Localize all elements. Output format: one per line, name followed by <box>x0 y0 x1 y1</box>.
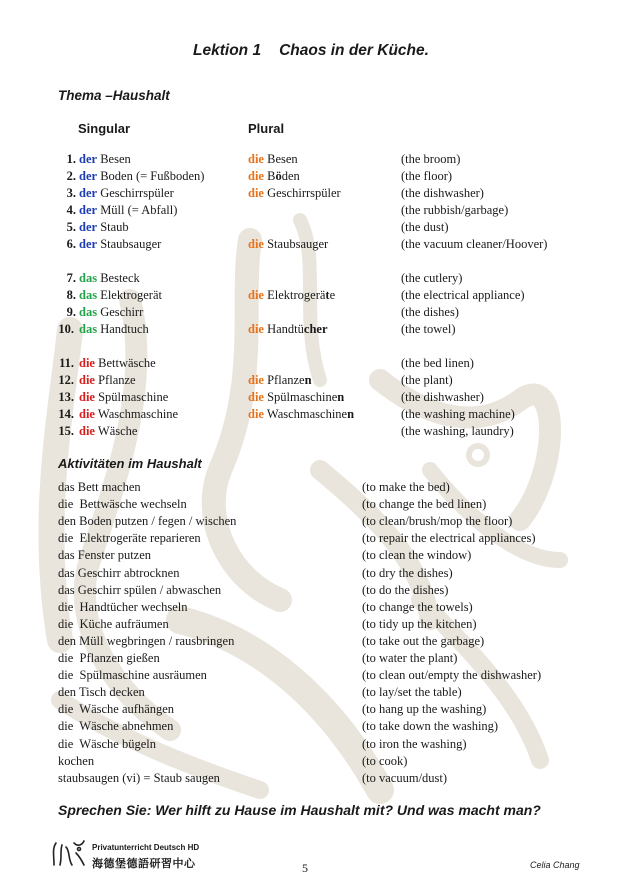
singular-word: Wäsche <box>97 424 138 438</box>
noun-row <box>0 406 622 423</box>
school-logo-icon <box>48 835 88 871</box>
plural-word: Besen <box>267 152 298 166</box>
plural-form <box>248 372 312 389</box>
activity-english: (to iron the washing) <box>362 736 467 751</box>
noun-number: 9. <box>66 305 76 319</box>
activity-row <box>0 701 622 718</box>
activity-english: (to clean/brush/mop the floor) <box>362 514 513 529</box>
english-translation: (the vacuum cleaner/Hoover) <box>401 237 548 251</box>
plural-article: die <box>248 237 264 251</box>
english-translation: (the cutlery) <box>401 271 463 285</box>
noun-number: 2. <box>66 169 76 183</box>
plural-article: die <box>248 288 264 302</box>
activity-german: die Bettwäsche wechseln <box>58 497 187 512</box>
lesson-topic: Chaos in der Küche. <box>279 42 429 59</box>
noun-row <box>0 270 622 287</box>
activity-english: (to tidy up the kitchen) <box>362 616 477 631</box>
activity-english: (to take out the garbage) <box>362 633 485 648</box>
activity-german: die Spülmaschine ausräumen <box>58 668 207 683</box>
plural-article: die <box>248 407 264 421</box>
activity-german: den Boden putzen / fegen / wischen <box>58 514 237 529</box>
singular-form <box>79 406 178 423</box>
plural-column-header: Plural <box>248 121 285 136</box>
activity-english: (to vacuum/dust) <box>362 770 448 785</box>
plural-article: die <box>248 152 264 166</box>
activity-german: das Geschirr spülen / abwaschen <box>58 582 222 597</box>
singular-word: Bettwäsche <box>98 356 156 370</box>
singular-form <box>79 219 129 236</box>
singular-form <box>79 304 143 321</box>
noun-row <box>0 389 622 406</box>
singular-article: der <box>79 186 98 200</box>
singular-article: der <box>79 203 98 217</box>
plural-word: Elektrogeräte <box>267 288 336 302</box>
plural-article: die <box>248 186 264 200</box>
english-translation: (the dishwasher) <box>401 390 484 404</box>
activity-row <box>0 530 622 547</box>
noun-number: 15. <box>58 424 74 438</box>
noun-row <box>0 168 622 185</box>
singular-word: Staub <box>100 220 129 234</box>
plural-form <box>248 287 335 304</box>
activity-english: (to clean the window) <box>362 548 472 563</box>
activity-row <box>0 753 622 770</box>
noun-row <box>0 287 622 304</box>
noun-row <box>0 355 622 372</box>
singular-form <box>79 202 177 219</box>
english-translation: (the rubbish/garbage) <box>401 203 509 217</box>
plural-word: Geschirrspüler <box>267 186 341 200</box>
english-translation: (the towel) <box>401 322 456 336</box>
singular-word: Handtuch <box>100 322 149 336</box>
singular-article: das <box>79 305 98 319</box>
activity-english: (to clean out/empty the dishwasher) <box>362 668 542 683</box>
noun-number: 7. <box>66 271 76 285</box>
noun-row <box>0 304 622 321</box>
singular-word: Besen <box>100 152 131 166</box>
activity-german: staubsaugen (vi) = Staub saugen <box>58 770 220 785</box>
singular-form <box>79 185 174 202</box>
singular-article: der <box>79 237 98 251</box>
plural-word: Handtücher <box>267 322 328 336</box>
noun-row <box>0 423 622 440</box>
activity-english: (to make the bed) <box>362 480 450 494</box>
activity-english: (to change the towels) <box>362 599 473 614</box>
activity-english: (to do the dishes) <box>362 582 449 597</box>
theme-heading: Thema –Haushalt <box>58 88 170 103</box>
noun-number: 12. <box>58 373 74 387</box>
activity-german: die Wäsche bügeln <box>58 736 156 751</box>
noun-number: 11. <box>59 356 74 370</box>
singular-article: die <box>79 407 95 421</box>
plural-word: Böden <box>267 169 300 183</box>
activity-german: das Fenster putzen <box>58 548 152 563</box>
singular-word: Elektrogerät <box>100 288 162 302</box>
activity-english: (to hang up the washing) <box>362 702 487 717</box>
singular-word: Besteck <box>100 271 140 285</box>
noun-row <box>0 185 622 202</box>
plural-article: die <box>248 169 264 183</box>
singular-word: Geschirr <box>100 305 144 319</box>
activity-row <box>0 684 622 701</box>
singular-article: die <box>79 356 95 370</box>
singular-article: der <box>79 152 98 166</box>
speaking-question: Sprechen Sie: Wer hilft zu Hause im Haushalt mit? Und was macht man? <box>58 802 541 818</box>
singular-form <box>79 355 156 372</box>
activity-german: den Müll wegbringen / rausbringen <box>58 633 235 648</box>
noun-row <box>0 372 622 389</box>
singular-form <box>79 423 137 440</box>
singular-article: der <box>79 169 98 183</box>
plural-form <box>248 236 328 253</box>
plural-form <box>248 406 354 423</box>
plural-form <box>248 151 298 168</box>
activity-row <box>0 547 622 564</box>
plural-word: Pflanzen <box>267 373 312 387</box>
english-translation: (the washing, laundry) <box>401 424 514 438</box>
page-number: 5 <box>302 861 308 875</box>
singular-form <box>79 168 204 185</box>
noun-number: 13. <box>58 390 74 404</box>
activity-row <box>0 565 622 582</box>
plural-form <box>248 185 341 202</box>
activity-english: (to take down the washing) <box>362 719 499 734</box>
singular-form <box>79 270 140 287</box>
singular-word: Spülmaschine <box>98 390 169 404</box>
page-title <box>0 42 622 60</box>
plural-article: die <box>248 390 264 404</box>
english-translation: (the electrical appliance) <box>401 288 525 302</box>
noun-number: 1. <box>66 152 76 166</box>
singular-article: die <box>79 373 95 387</box>
singular-word: Geschirrspüler <box>100 186 174 200</box>
plural-form <box>248 389 344 406</box>
plural-word: Staubsauger <box>267 237 329 251</box>
plural-form <box>248 168 300 185</box>
noun-number: 6. <box>66 237 76 251</box>
noun-number: 4. <box>66 203 76 217</box>
singular-word: Staubsauger <box>100 237 162 251</box>
english-translation: (the dishwasher) <box>401 186 484 200</box>
plural-article: die <box>248 322 264 336</box>
school-name-german: Privatunterricht Deutsch HD <box>92 843 200 852</box>
english-translation: (the floor) <box>401 169 453 183</box>
noun-row <box>0 151 622 168</box>
english-translation: (the dust) <box>401 220 449 234</box>
plural-form <box>248 321 328 338</box>
noun-row <box>0 202 622 219</box>
activity-german: das Geschirr abtrocknen <box>58 565 180 580</box>
lesson-number: Lektion 1 <box>193 42 262 59</box>
activity-english: (to water the plant) <box>362 651 458 665</box>
noun-number: 14. <box>58 407 74 421</box>
activity-row <box>0 616 622 633</box>
singular-form <box>79 372 136 389</box>
activity-row <box>0 736 622 753</box>
activity-row <box>0 599 622 616</box>
singular-word: Pflanze <box>98 373 136 387</box>
singular-column-header: Singular <box>78 121 131 136</box>
noun-number: 3. <box>66 186 76 200</box>
activity-german: die Wäsche abnehmen <box>58 719 174 734</box>
singular-form <box>79 151 131 168</box>
plural-article: die <box>248 373 264 387</box>
activity-row <box>0 770 622 787</box>
activity-row <box>0 513 622 530</box>
singular-article: das <box>79 271 98 285</box>
activity-german: die Küche aufräumen <box>58 616 169 631</box>
singular-article: die <box>79 390 95 404</box>
plural-word: Waschmaschinen <box>266 407 355 421</box>
english-translation: (the dishes) <box>401 305 459 319</box>
plural-word: Spülmaschinen <box>267 390 345 404</box>
activity-german: die Pflanzen gießen <box>58 651 160 665</box>
singular-word: Waschmaschine <box>97 407 179 421</box>
activity-row <box>0 496 622 513</box>
singular-article: der <box>79 220 98 234</box>
activity-english: (to change the bed linen) <box>362 497 487 512</box>
author-name: Celia Chang <box>530 860 580 870</box>
english-translation: (the plant) <box>401 373 453 387</box>
english-translation: (the bed linen) <box>401 356 474 370</box>
activity-german: die Elektrogeräte reparieren <box>58 531 201 546</box>
activity-english: (to dry the dishes) <box>362 565 453 580</box>
activity-german: den Tisch decken <box>58 685 145 700</box>
singular-form <box>79 321 149 338</box>
singular-form <box>79 287 162 304</box>
noun-number: 10. <box>58 322 74 336</box>
singular-article: das <box>79 322 98 336</box>
singular-form <box>79 236 161 253</box>
activity-english: (to repair the electrical appliances) <box>362 531 536 546</box>
singular-form <box>79 389 168 406</box>
singular-word: Boden (= Fußboden) <box>100 169 205 183</box>
activity-german: das Bett machen <box>58 480 141 494</box>
activity-german: kochen <box>58 753 95 768</box>
english-translation: (the broom) <box>401 152 461 166</box>
singular-word: Müll (= Abfall) <box>100 203 178 217</box>
activity-german: die Wäsche aufhängen <box>58 702 175 717</box>
noun-row <box>0 321 622 338</box>
activity-row <box>0 667 622 684</box>
noun-number: 8. <box>66 288 76 302</box>
school-name-chinese: 海德堡德語研習中心 <box>92 858 196 870</box>
activity-row <box>0 650 622 667</box>
noun-number: 5. <box>66 220 76 234</box>
singular-article: das <box>79 288 98 302</box>
activity-row <box>0 633 622 650</box>
activity-english: (to lay/set the table) <box>362 685 462 700</box>
activity-english: (to cook) <box>362 753 408 768</box>
singular-article: die <box>79 424 95 438</box>
activity-row <box>0 479 622 496</box>
activity-german: die Handtücher wechseln <box>58 599 188 614</box>
activities-heading: Aktivitäten im Haushalt <box>58 456 202 471</box>
activity-row <box>0 718 622 735</box>
noun-row <box>0 219 622 236</box>
english-translation: (the washing machine) <box>401 407 515 421</box>
activity-row <box>0 582 622 599</box>
noun-row <box>0 236 622 253</box>
